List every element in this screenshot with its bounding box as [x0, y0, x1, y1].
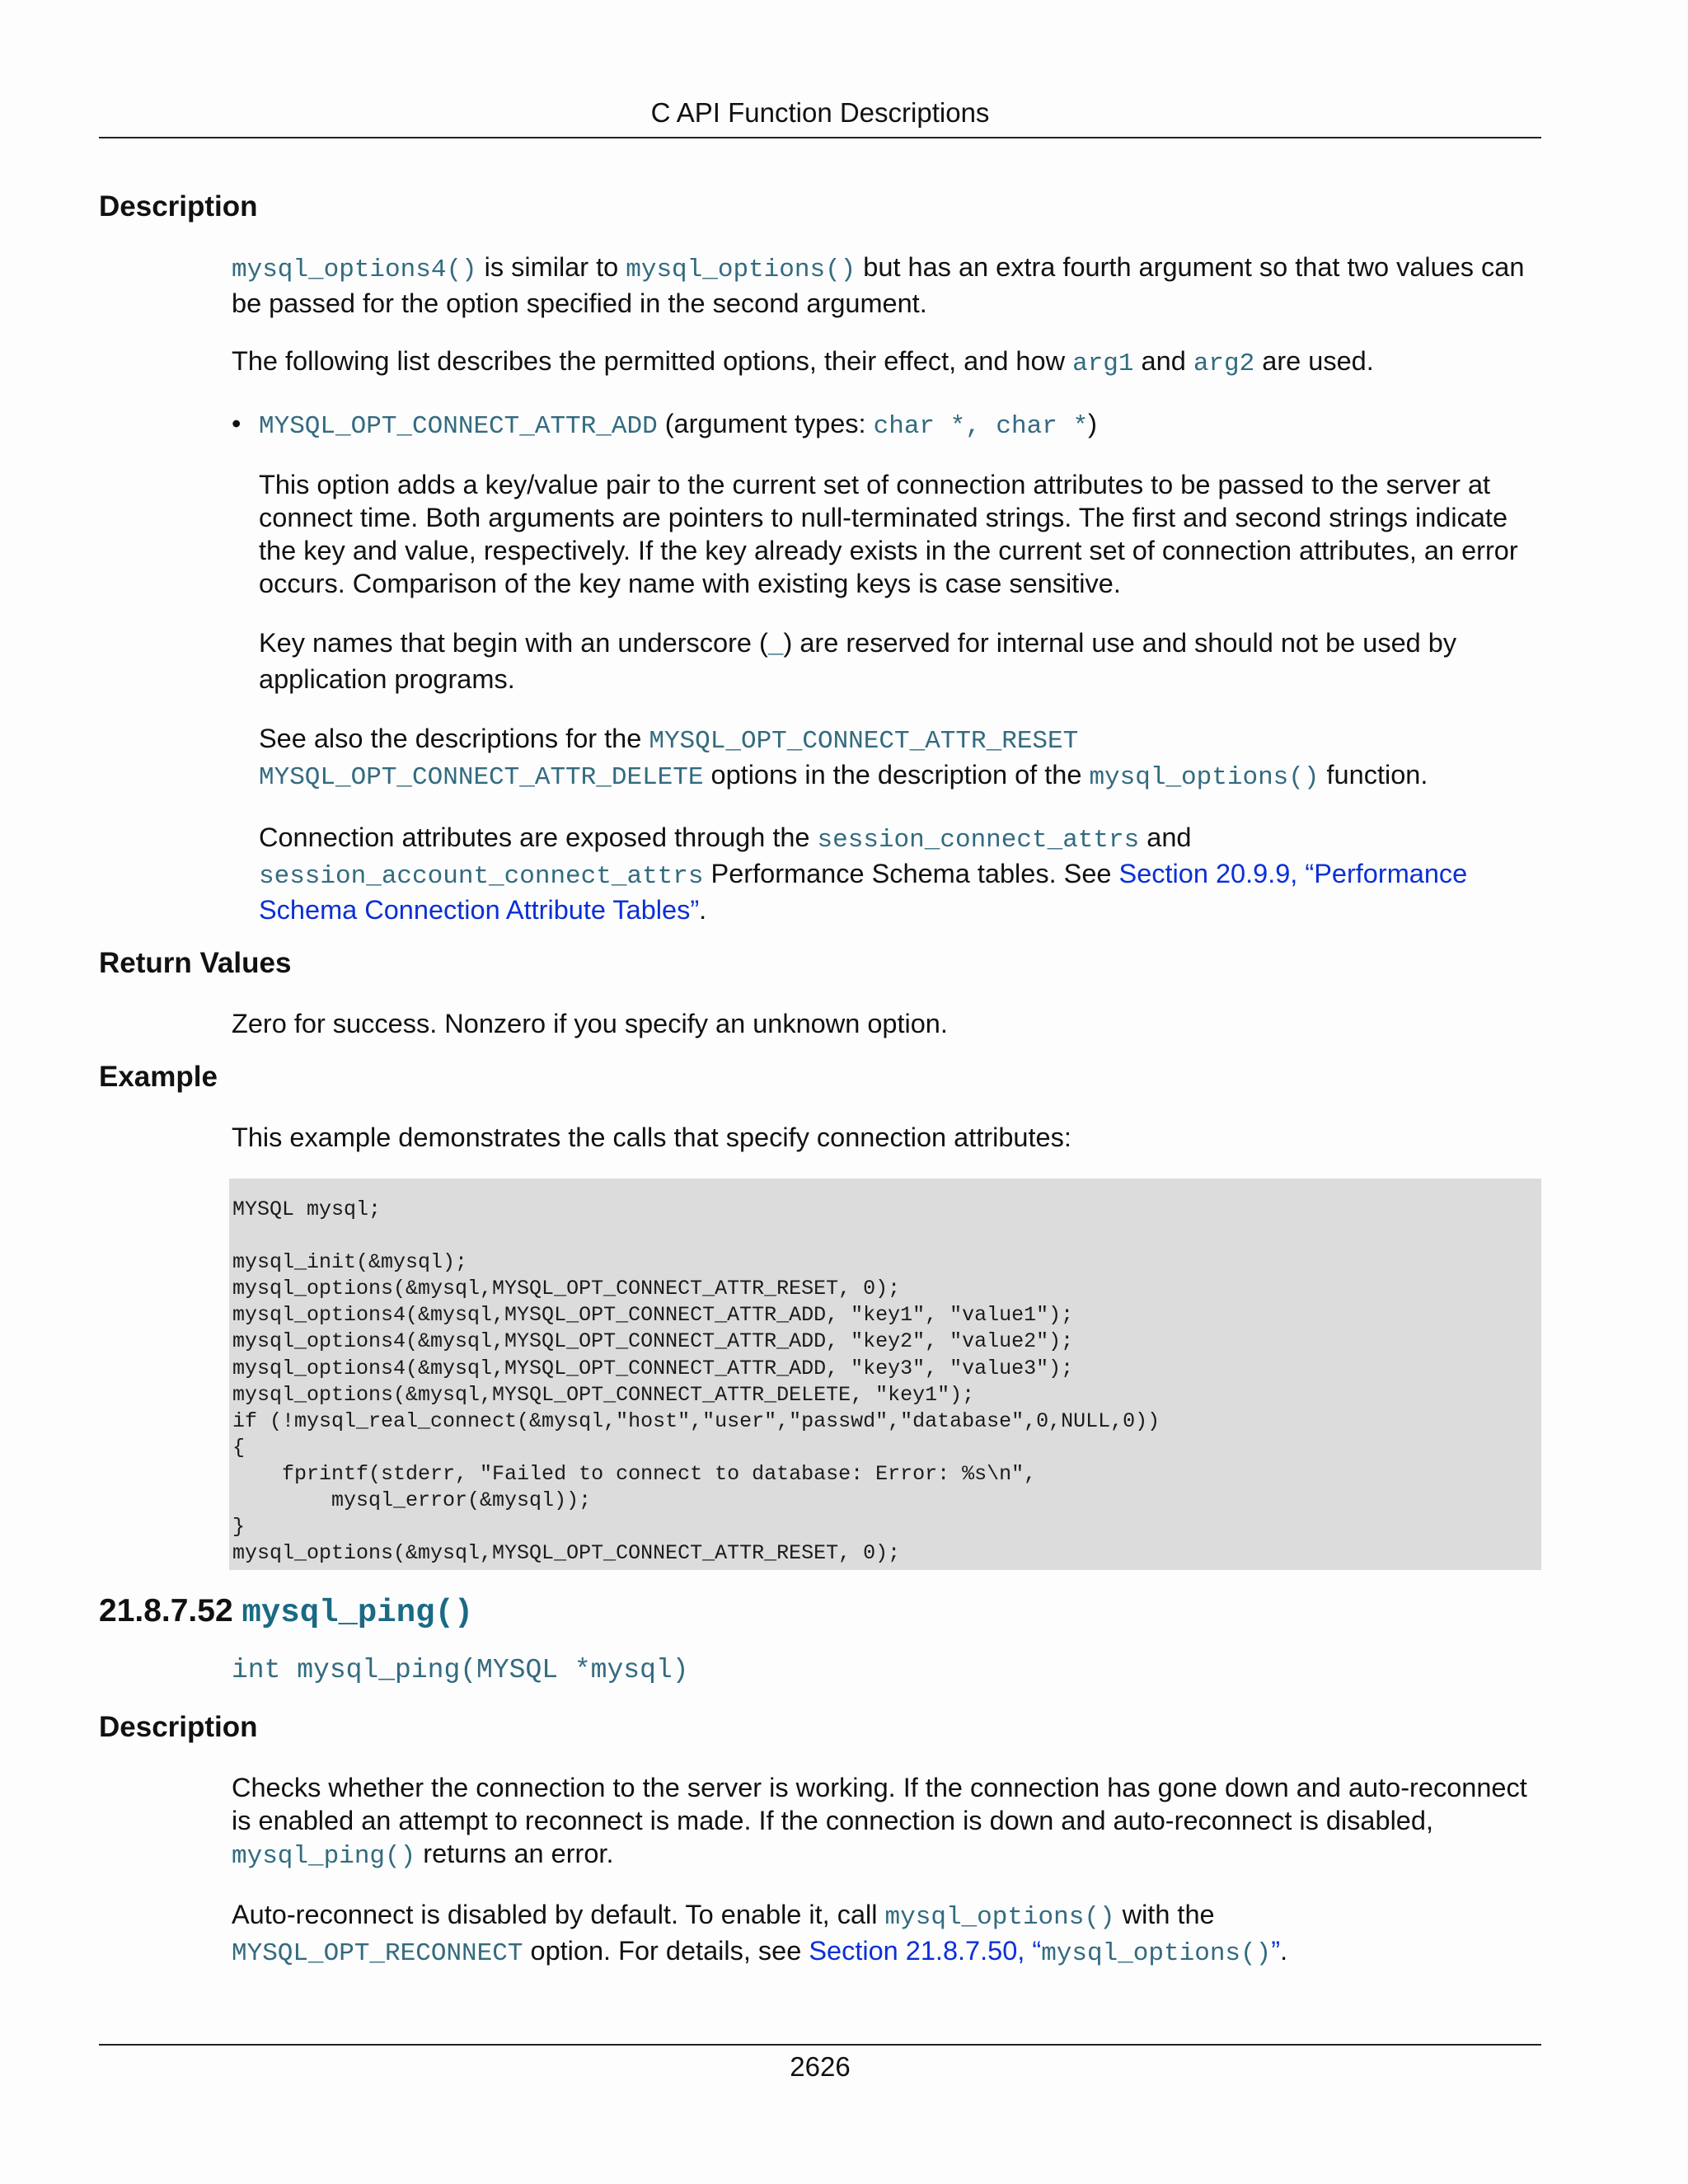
- return-values-text: Zero for success. Nonzero if you specify an unknown option.: [232, 1009, 948, 1038]
- ping-paragraph-2: [232, 1898, 1541, 1971]
- text: function.: [1319, 760, 1428, 790]
- footer-rule: [99, 2044, 1541, 2046]
- text: Auto-reconnect is disabled by default. To enable it, call: [232, 1900, 885, 1930]
- text: Section 21.8.7.50, “: [809, 1936, 1042, 1966]
- text: The following list describes the permitted options, their effect, and how: [232, 346, 1073, 376]
- example-body: [229, 1121, 1541, 1570]
- text: are used.: [1254, 346, 1374, 376]
- code-option-name: MYSQL_OPT_CONNECT_ATTR_ADD: [259, 412, 658, 441]
- code-mysql-options: mysql_options(): [884, 1903, 1115, 1933]
- ping-paragraph-1: [232, 1771, 1541, 1873]
- section-heading-return-values: Return Values: [99, 947, 292, 979]
- text: Performance Schema tables. See: [703, 859, 1119, 888]
- function-synopsis: int mysql_ping(MYSQL *mysql): [232, 1655, 689, 1686]
- intro-paragraph: [232, 251, 1541, 320]
- text: ) are reserved for internal use and should not be used by application programs.: [259, 628, 1457, 694]
- code-attr-reset: MYSQL_OPT_CONNECT_ATTR_RESET: [649, 727, 1079, 756]
- code-mysql-options4: mysql_options4(): [232, 255, 477, 284]
- text: options in the description of the: [703, 760, 1090, 790]
- page-content: [99, 190, 1541, 1971]
- code-mysql-options: mysql_options(): [1041, 1939, 1272, 1969]
- code-mysql-options: mysql_options(): [626, 255, 856, 284]
- header-rule: [99, 137, 1541, 138]
- text: returns an error.: [415, 1839, 614, 1869]
- text: See also the descriptions for the: [259, 724, 649, 753]
- section-heading-description-2: Description: [99, 1711, 258, 1744]
- option-paragraph-4: [259, 821, 1541, 926]
- text: (argument types:: [657, 409, 874, 438]
- section-number: 21.8.7.52: [99, 1593, 242, 1629]
- section-heading-description: Description: [99, 190, 258, 223]
- section-heading-example: Example: [99, 1061, 218, 1093]
- description-body: [232, 251, 1541, 926]
- code-session-account-connect-attrs: session_account_connect_attrs: [259, 862, 704, 891]
- text: Key names that begin with an underscore (: [259, 628, 768, 658]
- function-name: mysql_ping(): [241, 1595, 474, 1632]
- text: Connection attributes are exposed through the: [259, 823, 818, 852]
- text: ”: [1271, 1936, 1281, 1966]
- description-2-body: [232, 1771, 1541, 1971]
- option-paragraph-3: [259, 722, 1541, 794]
- code-mysql-options: mysql_options(): [1089, 763, 1320, 792]
- list-intro-paragraph: [232, 344, 1541, 381]
- bullet-marker: •: [232, 409, 241, 438]
- text: .: [699, 895, 707, 925]
- section-heading-mysql-ping: [99, 1591, 1541, 1633]
- code-argument-types: char *, char *: [873, 412, 1089, 441]
- text: Checks whether the connection to the server is working. If the connection has gone down and auto-reconnect is enabled an attempt to reconnect is made. If the connection is down and auto-reconnect is disabled,: [232, 1773, 1527, 1836]
- code-underscore: _: [767, 631, 784, 660]
- running-header: C API Function Descriptions: [650, 97, 990, 128]
- return-values-body: [232, 1007, 1541, 1040]
- code-listing: MYSQL mysql; mysql_init(&mysql); mysql_options(&mysql,MYSQL_OPT_CONNECT_ATTR_RESET, 0); mysql_options4(&mysql,MYSQL_OPT_CONNECT_ATTR_ADD, "key1", "value1"); mysql_options4(&mysql,MYSQL_OPT_CONNECT_ATTR_ADD, "key2", "value2"); mysql_options4(&mysql,MYSQL_OPT_CONNECT_ATTR_ADD, "key3", "value3"); mysql_options(&mysql,MYSQL_OPT_CONNECT_ATTR_DELETE, "key1"); if (!mysql_real_connect(&mysql,"host","user","passwd","database",0,NULL,0)) { fprintf(stderr, "Failed to connect to database: Error: %s\n", mysql_error(&mysql)); } mysql_options(&mysql,MYSQL_OPT_CONNECT_ATTR_RESET, 0);: [229, 1179, 1541, 1570]
- example-intro: This example demonstrates the calls that specify connection attributes:: [232, 1122, 1071, 1152]
- page-number: 2626: [790, 2051, 851, 2082]
- synopsis-block: [232, 1654, 1541, 1687]
- code-attr-delete: MYSQL_OPT_CONNECT_ATTR_DELETE: [259, 763, 704, 792]
- text: is similar to: [476, 252, 626, 282]
- option-list-item: [232, 407, 1541, 926]
- code-opt-reconnect: MYSQL_OPT_RECONNECT: [232, 1939, 523, 1969]
- text: option. For details, see: [523, 1936, 809, 1966]
- text: with the: [1114, 1900, 1215, 1930]
- code-arg2: arg2: [1193, 349, 1255, 378]
- text: .: [1280, 1936, 1288, 1966]
- link-performance-schema-section[interactable]: Section 20.9.9, “Performance Schema Connection Attribute Tables”: [259, 859, 1468, 925]
- option-paragraph-2: [259, 626, 1541, 696]
- link-mysql-options-section[interactable]: [809, 1936, 1281, 1969]
- text: but has an extra fourth argument so that two values can be passed for the option specified in the second argument.: [232, 252, 1525, 318]
- option-paragraph-1: This option adds a key/value pair to the current set of connection attributes to be passed to the server at connect time. Both arguments are pointers to null-terminated strings. The first and second strings indicate the key and value, respectively. If the key already exists in the current set of connection attributes, an error occurs. Comparison of the key name with existing keys is case sensitive.: [259, 470, 1518, 598]
- code-arg1: arg1: [1072, 349, 1134, 378]
- text: ): [1088, 409, 1097, 438]
- option-title: [259, 407, 1541, 443]
- code-mysql-ping: mysql_ping(): [232, 1842, 416, 1872]
- code-session-connect-attrs: session_connect_attrs: [817, 826, 1140, 855]
- text: and: [1133, 346, 1193, 376]
- option-content: [259, 407, 1541, 926]
- text: and: [1139, 823, 1192, 852]
